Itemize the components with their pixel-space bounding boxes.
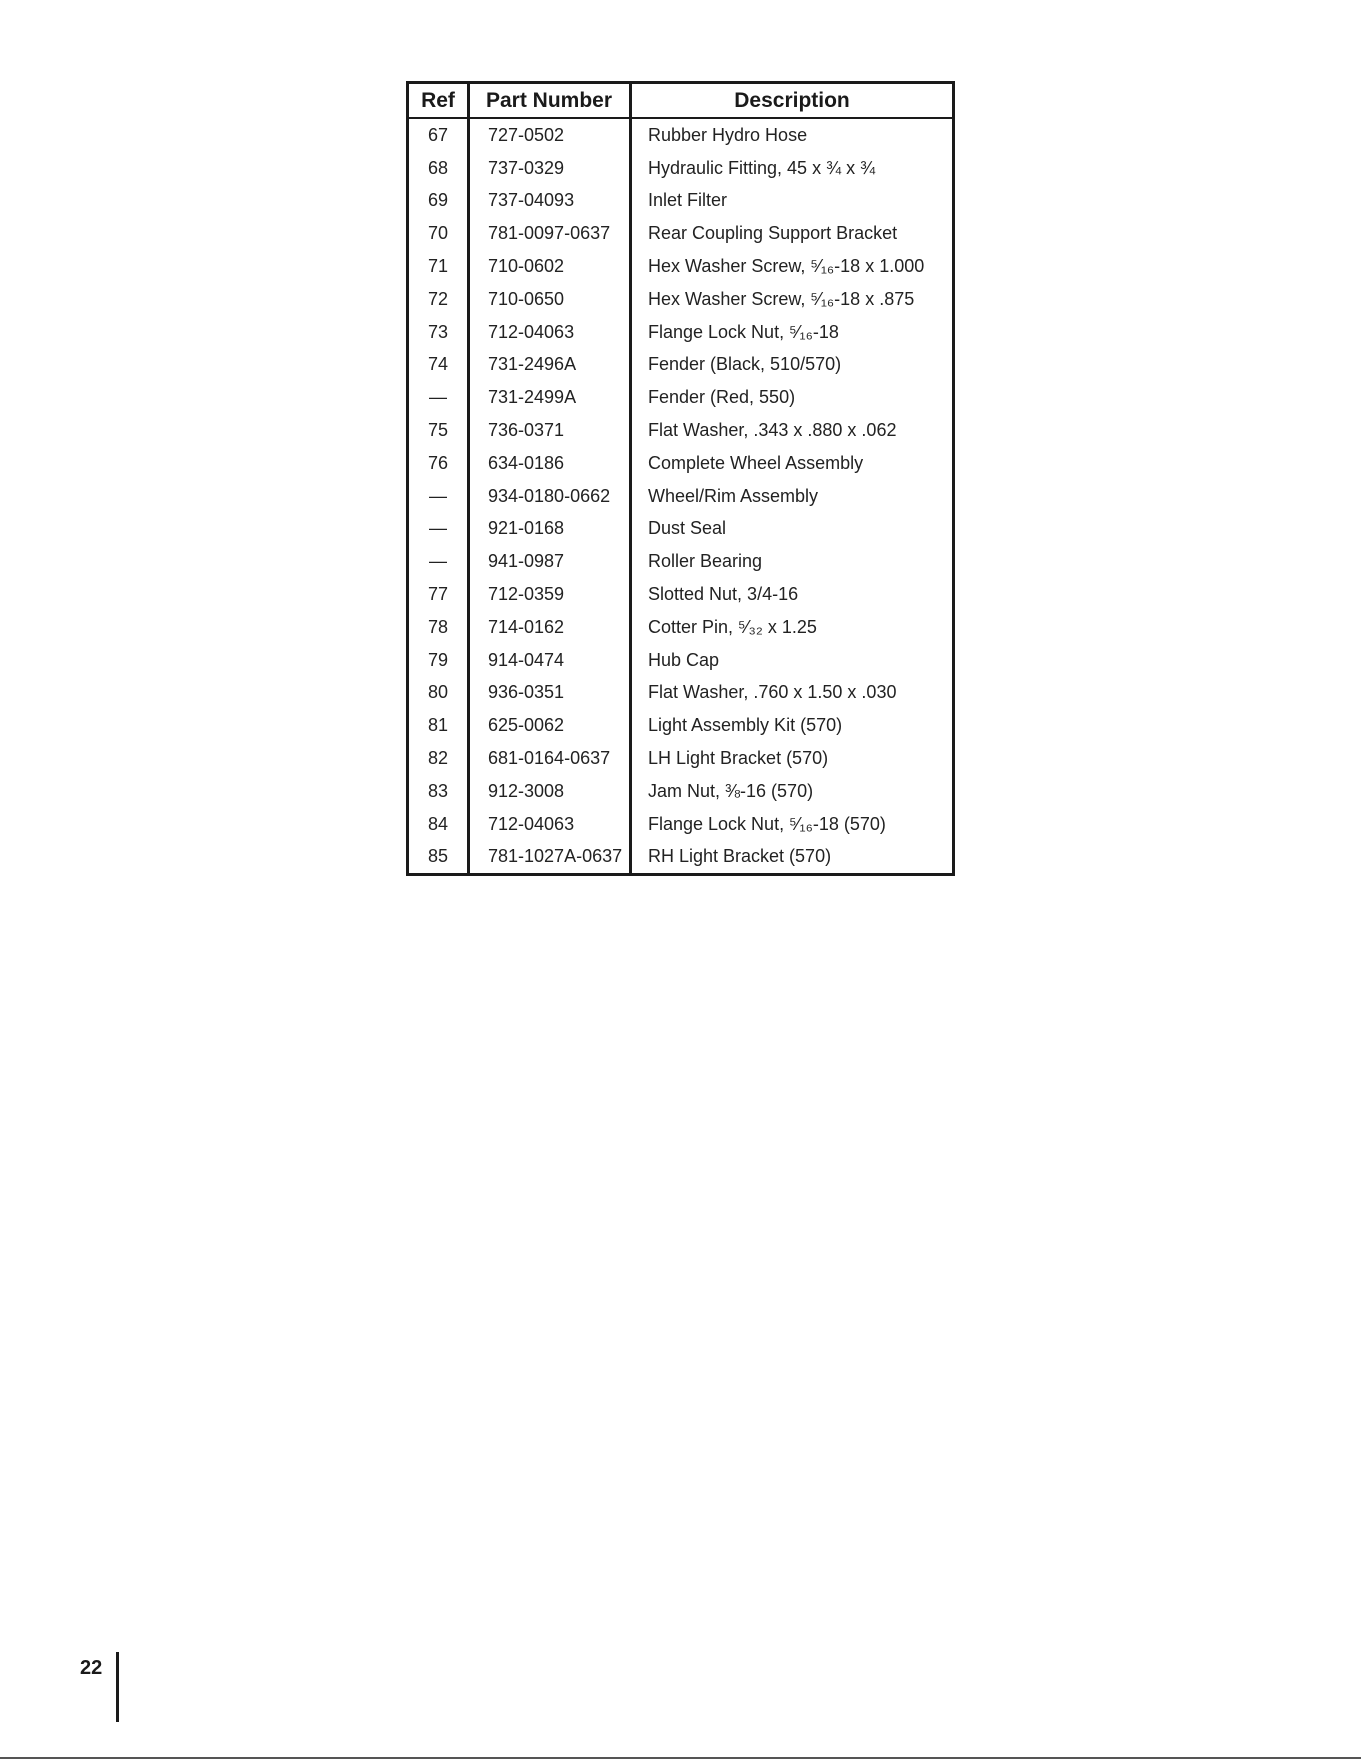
description-cell: Flat Washer, .760 x 1.50 x .030 (648, 682, 897, 703)
ref-cell: 74 (408, 349, 469, 382)
ref-cell: 72 (408, 283, 469, 316)
description-cell: Jam Nut, ⅜-16 (570) (648, 780, 814, 801)
description-cell: Dust Seal (648, 518, 727, 539)
table-row (408, 841, 954, 875)
parts-table (406, 81, 955, 876)
part-number-cell: 714-0162 (469, 611, 631, 644)
part-number-cell: 712-0359 (469, 578, 631, 611)
header-ref: Ref (408, 83, 469, 119)
part-number-cell: 781-0097-0637 (469, 217, 631, 250)
part-number-cell: 934-0180-0662 (469, 480, 631, 513)
table-row (408, 381, 954, 414)
ref-cell: 73 (408, 316, 469, 349)
description-cell: Fender (Black, 510/570) (648, 354, 842, 375)
part-number-cell: 936-0351 (469, 677, 631, 710)
description-cell: Rear Coupling Support Bracket (648, 223, 898, 244)
description-cell: Cotter Pin, ⁵⁄₃₂ x 1.25 (648, 616, 817, 637)
ref-cell: 70 (408, 217, 469, 250)
table-row (408, 513, 954, 546)
part-number-cell: 731-2496A (469, 349, 631, 382)
table-row (408, 611, 954, 644)
part-number-cell: 634-0186 (469, 447, 631, 480)
ref-cell: 69 (408, 185, 469, 218)
page-number: 22 (80, 1657, 103, 1679)
table-row (408, 677, 954, 710)
ref-cell: — (408, 480, 469, 513)
description-cell: LH Light Bracket (570) (648, 748, 829, 769)
table-row (408, 349, 954, 382)
table-header (408, 83, 954, 119)
table-row (408, 217, 954, 250)
table-row (408, 742, 954, 775)
description-cell: Flange Lock Nut, ⁵⁄₁₆-18 (648, 321, 839, 342)
description-cell: Light Assembly Kit (570) (648, 715, 843, 736)
part-number-cell: 712-04063 (469, 808, 631, 841)
ref-cell: 85 (408, 841, 469, 875)
part-number-cell: 781-1027A-0637 (469, 841, 631, 875)
table-row (408, 185, 954, 218)
header-row (408, 83, 954, 119)
description-cell: Rubber Hydro Hose (648, 124, 808, 145)
ref-cell: 84 (408, 808, 469, 841)
table-row (408, 775, 954, 808)
part-number-cell: 736-0371 (469, 414, 631, 447)
description-cell: Roller Bearing (648, 551, 763, 572)
description-cell: Hex Washer Screw, ⁵⁄₁₆-18 x .875 (648, 288, 915, 309)
description-cell: Inlet Filter (648, 190, 728, 211)
description-cell: Slotted Nut, 3/4-16 (648, 584, 799, 605)
table-row (408, 709, 954, 742)
description-cell: Hub Cap (648, 649, 720, 670)
page-number-rule (116, 1652, 119, 1722)
description-cell: Complete Wheel Assembly (648, 452, 864, 473)
part-number-cell: 681-0164-0637 (469, 742, 631, 775)
ref-cell: 80 (408, 677, 469, 710)
table-row (408, 447, 954, 480)
table-row (408, 808, 954, 841)
description-cell: Wheel/Rim Assembly (648, 485, 819, 506)
table-body (408, 118, 954, 875)
header-description: Description (631, 83, 954, 119)
description-cell: Hydraulic Fitting, 45 x ¾ x ¾ (648, 157, 876, 178)
ref-cell: 78 (408, 611, 469, 644)
part-number-cell: 921-0168 (469, 513, 631, 546)
table-row (408, 316, 954, 349)
part-number-cell: 710-0602 (469, 250, 631, 283)
ref-cell: 68 (408, 152, 469, 185)
description-cell: Fender (Red, 550) (648, 387, 796, 408)
description-cell: Flat Washer, .343 x .880 x .062 (648, 420, 897, 441)
part-number-cell: 914-0474 (469, 644, 631, 677)
table-row (408, 250, 954, 283)
part-number-cell: 737-0329 (469, 152, 631, 185)
ref-cell: — (408, 545, 469, 578)
part-number-cell: 912-3008 (469, 775, 631, 808)
part-number-cell: 731-2499A (469, 381, 631, 414)
ref-cell: 76 (408, 447, 469, 480)
table-row (408, 283, 954, 316)
table-row (408, 118, 954, 152)
part-number-cell: 625-0062 (469, 709, 631, 742)
ref-cell: 67 (408, 118, 469, 152)
ref-cell: 79 (408, 644, 469, 677)
description-cell: RH Light Bracket (570) (648, 846, 832, 867)
footer-line (0, 1757, 1361, 1759)
ref-cell: 82 (408, 742, 469, 775)
part-number-cell: 737-04093 (469, 185, 631, 218)
ref-cell: 77 (408, 578, 469, 611)
table-row (408, 545, 954, 578)
part-number-cell: 941-0987 (469, 545, 631, 578)
part-number-cell: 727-0502 (469, 118, 631, 152)
ref-cell: 75 (408, 414, 469, 447)
part-number-cell: 712-04063 (469, 316, 631, 349)
description-cell: Flange Lock Nut, ⁵⁄₁₆-18 (570) (648, 813, 886, 834)
description-cell: Hex Washer Screw, ⁵⁄₁₆-18 x 1.000 (648, 256, 925, 277)
ref-cell: — (408, 381, 469, 414)
ref-cell: 81 (408, 709, 469, 742)
table-row (408, 480, 954, 513)
ref-cell: — (408, 513, 469, 546)
ref-cell: 83 (408, 775, 469, 808)
table-row (408, 578, 954, 611)
ref-cell: 71 (408, 250, 469, 283)
table-row (408, 414, 954, 447)
part-number-cell: 710-0650 (469, 283, 631, 316)
header-part-number: Part Number (469, 83, 631, 119)
table-row (408, 644, 954, 677)
table-row (408, 152, 954, 185)
